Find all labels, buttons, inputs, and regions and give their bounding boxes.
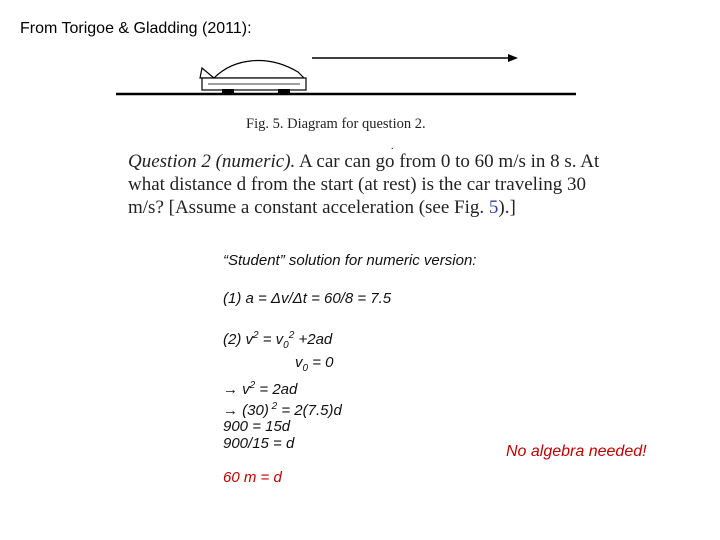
figure-caption: Fig. 5. Diagram for question 2. (246, 116, 426, 132)
question-lead: Question 2 (numeric). (128, 151, 296, 172)
step2-line-4: → (30) $^2$ = 2(7.5)d (223, 401, 342, 419)
page-heading: From Torigoe & Gladding (2011): (20, 20, 252, 37)
final-answer: 60 m = d (223, 469, 282, 486)
car-icon (200, 61, 306, 94)
solution-step-1: (1) a = Δv/Δt = 60/8 = 7.5 (223, 290, 392, 307)
solution-step-3 (223, 418, 294, 452)
step3-line-1: 900 = 15d (223, 418, 291, 435)
step2-line-1: (2) $v^2 = v_0^2 +2ad$ (223, 330, 333, 351)
question-text (128, 150, 606, 219)
figure-reference-link[interactable]: 5 (488, 197, 499, 218)
solution-step-2 (223, 327, 342, 419)
step2-line-2: $v_0 = 0$ (295, 354, 334, 374)
question-body: A car can go from 0 to 60 m/s in 8 s. At what distance d from the start (at rest) is the car traveling 30 m/s? [Assume a constant acceleration (see Fig. (128, 151, 600, 218)
question-tail: ).] (498, 197, 516, 218)
solution-title: “Student” solution for numeric version: (223, 252, 477, 269)
no-algebra-note: No algebra needed! (506, 443, 647, 460)
car-diagram (110, 40, 580, 104)
step3-line-2: 900/15 = d (223, 435, 295, 452)
step2-line-3: → $v^2 = 2ad$ (223, 380, 298, 398)
motion-arrow-head (508, 54, 518, 62)
stray-dot: . (391, 141, 394, 152)
